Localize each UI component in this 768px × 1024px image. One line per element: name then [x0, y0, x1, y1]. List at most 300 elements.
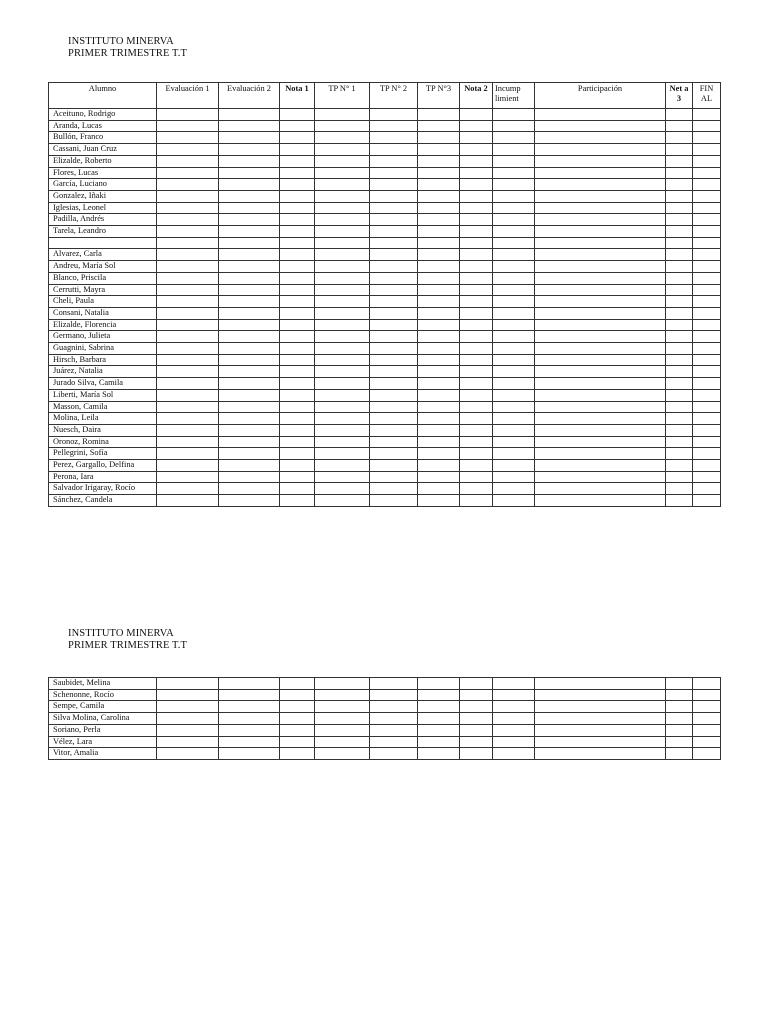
grade-cell[interactable]: [370, 736, 418, 748]
grade-cell[interactable]: [370, 179, 418, 191]
grade-cell[interactable]: [280, 424, 315, 436]
grade-cell[interactable]: [493, 436, 535, 448]
grade-cell[interactable]: [219, 109, 280, 121]
grade-cell[interactable]: [666, 354, 693, 366]
grade-cell[interactable]: [666, 436, 693, 448]
grade-cell[interactable]: [219, 179, 280, 191]
grade-cell[interactable]: [418, 713, 460, 725]
grade-cell[interactable]: [280, 179, 315, 191]
grade-cell[interactable]: [315, 331, 370, 343]
grade-cell[interactable]: [666, 689, 693, 701]
grade-cell[interactable]: [418, 307, 460, 319]
grade-cell[interactable]: [315, 214, 370, 226]
grade-cell[interactable]: [315, 689, 370, 701]
grade-cell[interactable]: [157, 689, 219, 701]
grade-cell[interactable]: [666, 460, 693, 472]
grade-cell[interactable]: [460, 249, 493, 261]
grade-cell[interactable]: [693, 237, 721, 249]
grade-cell[interactable]: [693, 413, 721, 425]
grade-cell[interactable]: [315, 296, 370, 308]
grade-cell[interactable]: [666, 701, 693, 713]
grade-cell[interactable]: [280, 736, 315, 748]
grade-cell[interactable]: [493, 307, 535, 319]
grade-cell[interactable]: [535, 179, 666, 191]
grade-cell[interactable]: [666, 214, 693, 226]
grade-cell[interactable]: [493, 678, 535, 690]
grade-cell[interactable]: [280, 214, 315, 226]
grade-cell[interactable]: [460, 471, 493, 483]
grade-cell[interactable]: [666, 483, 693, 495]
grade-cell[interactable]: [535, 261, 666, 273]
grade-cell[interactable]: [535, 167, 666, 179]
grade-cell[interactable]: [280, 483, 315, 495]
grade-cell[interactable]: [157, 272, 219, 284]
grade-cell[interactable]: [535, 109, 666, 121]
grade-cell[interactable]: [693, 483, 721, 495]
grade-cell[interactable]: [666, 249, 693, 261]
grade-cell[interactable]: [535, 354, 666, 366]
grade-cell[interactable]: [157, 343, 219, 355]
grade-cell[interactable]: [370, 495, 418, 507]
grade-cell[interactable]: [280, 155, 315, 167]
grade-cell[interactable]: [493, 109, 535, 121]
grade-cell[interactable]: [535, 495, 666, 507]
grade-cell[interactable]: [219, 401, 280, 413]
grade-cell[interactable]: [460, 424, 493, 436]
grade-cell[interactable]: [157, 226, 219, 238]
grade-cell[interactable]: [693, 424, 721, 436]
grade-cell[interactable]: [460, 319, 493, 331]
grade-cell[interactable]: [370, 226, 418, 238]
grade-cell[interactable]: [157, 471, 219, 483]
grade-cell[interactable]: [219, 249, 280, 261]
grade-cell[interactable]: [493, 460, 535, 472]
grade-cell[interactable]: [418, 214, 460, 226]
grade-cell[interactable]: [219, 736, 280, 748]
grade-cell[interactable]: [460, 307, 493, 319]
grade-cell[interactable]: [535, 296, 666, 308]
grade-cell[interactable]: [280, 689, 315, 701]
grade-cell[interactable]: [693, 713, 721, 725]
grade-cell[interactable]: [693, 261, 721, 273]
grade-cell[interactable]: [219, 319, 280, 331]
grade-cell[interactable]: [460, 109, 493, 121]
grade-cell[interactable]: [370, 748, 418, 760]
grade-cell[interactable]: [219, 389, 280, 401]
grade-cell[interactable]: [157, 424, 219, 436]
grade-cell[interactable]: [460, 343, 493, 355]
grade-cell[interactable]: [370, 724, 418, 736]
grade-cell[interactable]: [280, 319, 315, 331]
grade-cell[interactable]: [460, 120, 493, 132]
grade-cell[interactable]: [157, 132, 219, 144]
grade-cell[interactable]: [315, 249, 370, 261]
grade-cell[interactable]: [280, 354, 315, 366]
grade-cell[interactable]: [460, 132, 493, 144]
grade-cell[interactable]: [493, 237, 535, 249]
grade-cell[interactable]: [666, 378, 693, 390]
grade-cell[interactable]: [280, 120, 315, 132]
grade-cell[interactable]: [370, 378, 418, 390]
grade-cell[interactable]: [535, 331, 666, 343]
grade-cell[interactable]: [219, 214, 280, 226]
grade-cell[interactable]: [418, 724, 460, 736]
grade-cell[interactable]: [666, 413, 693, 425]
grade-cell[interactable]: [219, 343, 280, 355]
grade-cell[interactable]: [535, 748, 666, 760]
grade-cell[interactable]: [157, 389, 219, 401]
grade-cell[interactable]: [535, 736, 666, 748]
grade-cell[interactable]: [219, 155, 280, 167]
grade-cell[interactable]: [493, 249, 535, 261]
grade-cell[interactable]: [666, 495, 693, 507]
grade-cell[interactable]: [280, 144, 315, 156]
grade-cell[interactable]: [315, 413, 370, 425]
grade-cell[interactable]: [315, 748, 370, 760]
grade-cell[interactable]: [418, 237, 460, 249]
grade-cell[interactable]: [280, 378, 315, 390]
grade-cell[interactable]: [370, 284, 418, 296]
grade-cell[interactable]: [460, 190, 493, 202]
grade-cell[interactable]: [157, 109, 219, 121]
grade-cell[interactable]: [493, 144, 535, 156]
grade-cell[interactable]: [666, 448, 693, 460]
grade-cell[interactable]: [370, 190, 418, 202]
grade-cell[interactable]: [460, 354, 493, 366]
grade-cell[interactable]: [315, 366, 370, 378]
grade-cell[interactable]: [219, 701, 280, 713]
grade-cell[interactable]: [460, 736, 493, 748]
grade-cell[interactable]: [666, 144, 693, 156]
grade-cell[interactable]: [693, 307, 721, 319]
grade-cell[interactable]: [418, 689, 460, 701]
grade-cell[interactable]: [693, 471, 721, 483]
grade-cell[interactable]: [315, 460, 370, 472]
grade-cell[interactable]: [418, 226, 460, 238]
grade-cell[interactable]: [418, 389, 460, 401]
grade-cell[interactable]: [219, 284, 280, 296]
grade-cell[interactable]: [693, 109, 721, 121]
grade-cell[interactable]: [315, 109, 370, 121]
grade-cell[interactable]: [315, 401, 370, 413]
grade-cell[interactable]: [315, 448, 370, 460]
grade-cell[interactable]: [157, 460, 219, 472]
grade-cell[interactable]: [535, 424, 666, 436]
grade-cell[interactable]: [460, 460, 493, 472]
grade-cell[interactable]: [418, 471, 460, 483]
grade-cell[interactable]: [315, 678, 370, 690]
grade-cell[interactable]: [418, 678, 460, 690]
grade-cell[interactable]: [666, 319, 693, 331]
grade-cell[interactable]: [315, 261, 370, 273]
grade-cell[interactable]: [493, 471, 535, 483]
grade-cell[interactable]: [219, 272, 280, 284]
grade-cell[interactable]: [493, 701, 535, 713]
grade-cell[interactable]: [418, 109, 460, 121]
grade-cell[interactable]: [280, 495, 315, 507]
grade-cell[interactable]: [315, 471, 370, 483]
grade-cell[interactable]: [460, 701, 493, 713]
grade-cell[interactable]: [535, 366, 666, 378]
grade-cell[interactable]: [666, 724, 693, 736]
grade-cell[interactable]: [280, 678, 315, 690]
grade-cell[interactable]: [693, 226, 721, 238]
grade-cell[interactable]: [666, 190, 693, 202]
grade-cell[interactable]: [493, 689, 535, 701]
grade-cell[interactable]: [493, 413, 535, 425]
grade-cell[interactable]: [493, 226, 535, 238]
grade-cell[interactable]: [157, 214, 219, 226]
grade-cell[interactable]: [418, 354, 460, 366]
grade-cell[interactable]: [666, 167, 693, 179]
grade-cell[interactable]: [666, 471, 693, 483]
grade-cell[interactable]: [666, 226, 693, 238]
grade-cell[interactable]: [315, 179, 370, 191]
grade-cell[interactable]: [535, 483, 666, 495]
grade-cell[interactable]: [315, 155, 370, 167]
grade-cell[interactable]: [219, 689, 280, 701]
grade-cell[interactable]: [219, 424, 280, 436]
grade-cell[interactable]: [219, 120, 280, 132]
grade-cell[interactable]: [315, 424, 370, 436]
grade-cell[interactable]: [157, 202, 219, 214]
grade-cell[interactable]: [157, 319, 219, 331]
grade-cell[interactable]: [493, 724, 535, 736]
grade-cell[interactable]: [460, 366, 493, 378]
grade-cell[interactable]: [418, 284, 460, 296]
grade-cell[interactable]: [666, 343, 693, 355]
grade-cell[interactable]: [535, 190, 666, 202]
grade-cell[interactable]: [370, 389, 418, 401]
grade-cell[interactable]: [157, 144, 219, 156]
grade-cell[interactable]: [315, 713, 370, 725]
grade-cell[interactable]: [418, 190, 460, 202]
grade-cell[interactable]: [280, 284, 315, 296]
grade-cell[interactable]: [535, 401, 666, 413]
grade-cell[interactable]: [535, 724, 666, 736]
grade-cell[interactable]: [693, 436, 721, 448]
grade-cell[interactable]: [418, 249, 460, 261]
grade-cell[interactable]: [666, 713, 693, 725]
grade-cell[interactable]: [219, 190, 280, 202]
grade-cell[interactable]: [493, 424, 535, 436]
grade-cell[interactable]: [280, 167, 315, 179]
grade-cell[interactable]: [219, 748, 280, 760]
grade-cell[interactable]: [693, 736, 721, 748]
grade-cell[interactable]: [666, 155, 693, 167]
grade-cell[interactable]: [370, 354, 418, 366]
grade-cell[interactable]: [219, 331, 280, 343]
grade-cell[interactable]: [219, 724, 280, 736]
grade-cell[interactable]: [280, 190, 315, 202]
grade-cell[interactable]: [157, 354, 219, 366]
grade-cell[interactable]: [666, 109, 693, 121]
grade-cell[interactable]: [370, 413, 418, 425]
grade-cell[interactable]: [418, 448, 460, 460]
grade-cell[interactable]: [280, 389, 315, 401]
grade-cell[interactable]: [460, 401, 493, 413]
grade-cell[interactable]: [370, 167, 418, 179]
grade-cell[interactable]: [666, 296, 693, 308]
grade-cell[interactable]: [418, 272, 460, 284]
grade-cell[interactable]: [280, 226, 315, 238]
grade-cell[interactable]: [280, 132, 315, 144]
grade-cell[interactable]: [693, 460, 721, 472]
grade-cell[interactable]: [280, 713, 315, 725]
grade-cell[interactable]: [693, 167, 721, 179]
grade-cell[interactable]: [493, 319, 535, 331]
grade-cell[interactable]: [370, 319, 418, 331]
grade-cell[interactable]: [693, 366, 721, 378]
grade-cell[interactable]: [280, 366, 315, 378]
grade-cell[interactable]: [157, 261, 219, 273]
grade-cell[interactable]: [157, 413, 219, 425]
grade-cell[interactable]: [460, 284, 493, 296]
grade-cell[interactable]: [219, 307, 280, 319]
grade-cell[interactable]: [666, 272, 693, 284]
grade-cell[interactable]: [666, 424, 693, 436]
grade-cell[interactable]: [460, 226, 493, 238]
grade-cell[interactable]: [280, 202, 315, 214]
grade-cell[interactable]: [280, 748, 315, 760]
grade-cell[interactable]: [157, 249, 219, 261]
grade-cell[interactable]: [219, 296, 280, 308]
grade-cell[interactable]: [460, 748, 493, 760]
grade-cell[interactable]: [493, 272, 535, 284]
grade-cell[interactable]: [370, 424, 418, 436]
grade-cell[interactable]: [460, 436, 493, 448]
grade-cell[interactable]: [315, 202, 370, 214]
grade-cell[interactable]: [535, 448, 666, 460]
grade-cell[interactable]: [493, 378, 535, 390]
grade-cell[interactable]: [418, 460, 460, 472]
grade-cell[interactable]: [280, 436, 315, 448]
grade-cell[interactable]: [460, 689, 493, 701]
grade-cell[interactable]: [315, 144, 370, 156]
grade-cell[interactable]: [693, 296, 721, 308]
grade-cell[interactable]: [493, 155, 535, 167]
grade-cell[interactable]: [535, 471, 666, 483]
grade-cell[interactable]: [693, 155, 721, 167]
grade-cell[interactable]: [418, 296, 460, 308]
grade-cell[interactable]: [460, 144, 493, 156]
grade-cell[interactable]: [693, 272, 721, 284]
grade-cell[interactable]: [370, 460, 418, 472]
grade-cell[interactable]: [315, 389, 370, 401]
grade-cell[interactable]: [315, 495, 370, 507]
grade-cell[interactable]: [157, 167, 219, 179]
grade-cell[interactable]: [315, 167, 370, 179]
grade-cell[interactable]: [157, 366, 219, 378]
grade-cell[interactable]: [460, 237, 493, 249]
grade-cell[interactable]: [535, 132, 666, 144]
grade-cell[interactable]: [370, 448, 418, 460]
grade-cell[interactable]: [418, 495, 460, 507]
grade-cell[interactable]: [370, 261, 418, 273]
grade-cell[interactable]: [460, 389, 493, 401]
grade-cell[interactable]: [219, 413, 280, 425]
grade-cell[interactable]: [370, 132, 418, 144]
grade-cell[interactable]: [157, 190, 219, 202]
grade-cell[interactable]: [493, 354, 535, 366]
grade-cell[interactable]: [370, 436, 418, 448]
grade-cell[interactable]: [460, 331, 493, 343]
grade-cell[interactable]: [493, 736, 535, 748]
grade-cell[interactable]: [493, 284, 535, 296]
grade-cell[interactable]: [315, 237, 370, 249]
grade-cell[interactable]: [370, 296, 418, 308]
grade-cell[interactable]: [693, 401, 721, 413]
grade-cell[interactable]: [370, 202, 418, 214]
grade-cell[interactable]: [280, 413, 315, 425]
grade-cell[interactable]: [315, 307, 370, 319]
grade-cell[interactable]: [535, 249, 666, 261]
grade-cell[interactable]: [418, 424, 460, 436]
grade-cell[interactable]: [460, 167, 493, 179]
grade-cell[interactable]: [493, 748, 535, 760]
grade-cell[interactable]: [219, 448, 280, 460]
grade-cell[interactable]: [370, 701, 418, 713]
grade-cell[interactable]: [535, 678, 666, 690]
grade-cell[interactable]: [418, 748, 460, 760]
grade-cell[interactable]: [157, 724, 219, 736]
grade-cell[interactable]: [280, 272, 315, 284]
grade-cell[interactable]: [493, 261, 535, 273]
grade-cell[interactable]: [219, 366, 280, 378]
grade-cell[interactable]: [315, 272, 370, 284]
grade-cell[interactable]: [157, 378, 219, 390]
grade-cell[interactable]: [535, 378, 666, 390]
grade-cell[interactable]: [370, 471, 418, 483]
grade-cell[interactable]: [315, 736, 370, 748]
grade-cell[interactable]: [280, 471, 315, 483]
grade-cell[interactable]: [535, 307, 666, 319]
grade-cell[interactable]: [280, 261, 315, 273]
grade-cell[interactable]: [693, 378, 721, 390]
grade-cell[interactable]: [219, 226, 280, 238]
grade-cell[interactable]: [693, 132, 721, 144]
grade-cell[interactable]: [493, 296, 535, 308]
grade-cell[interactable]: [315, 354, 370, 366]
grade-cell[interactable]: [418, 179, 460, 191]
grade-cell[interactable]: [280, 331, 315, 343]
grade-cell[interactable]: [418, 436, 460, 448]
grade-cell[interactable]: [157, 284, 219, 296]
grade-cell[interactable]: [535, 413, 666, 425]
grade-cell[interactable]: [219, 354, 280, 366]
grade-cell[interactable]: [219, 167, 280, 179]
grade-cell[interactable]: [315, 436, 370, 448]
grade-cell[interactable]: [535, 155, 666, 167]
grade-cell[interactable]: [315, 701, 370, 713]
grade-cell[interactable]: [157, 713, 219, 725]
grade-cell[interactable]: [535, 237, 666, 249]
grade-cell[interactable]: [315, 226, 370, 238]
grade-cell[interactable]: [370, 331, 418, 343]
grade-cell[interactable]: [693, 179, 721, 191]
grade-cell[interactable]: [493, 713, 535, 725]
grade-cell[interactable]: [418, 261, 460, 273]
grade-cell[interactable]: [418, 378, 460, 390]
grade-cell[interactable]: [693, 144, 721, 156]
grade-cell[interactable]: [666, 261, 693, 273]
grade-cell[interactable]: [370, 343, 418, 355]
grade-cell[interactable]: [157, 436, 219, 448]
grade-cell[interactable]: [460, 713, 493, 725]
grade-cell[interactable]: [370, 689, 418, 701]
grade-cell[interactable]: [280, 401, 315, 413]
grade-cell[interactable]: [535, 460, 666, 472]
